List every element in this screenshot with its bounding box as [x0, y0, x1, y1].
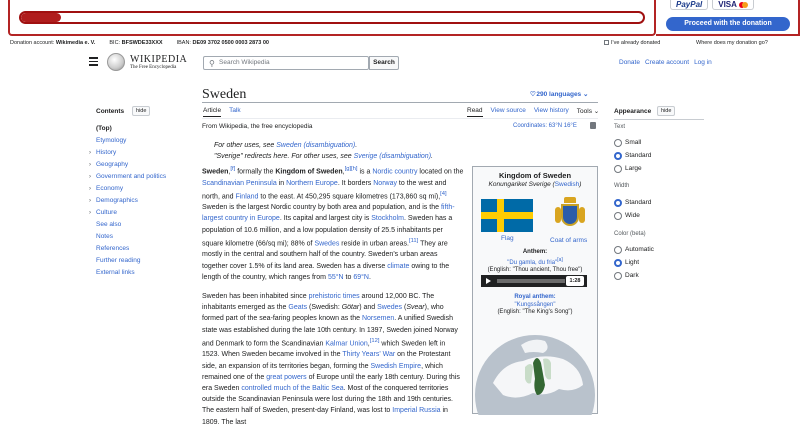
create-account-link[interactable]: Create account [644, 59, 690, 66]
proceed-donation-button[interactable]: Proceed with the donation [666, 17, 790, 31]
hatnote: For other uses, see Sweden (disambiguation). "Sverige" redirects here. For other uses, see Sverige (disambiguation). [214, 142, 433, 160]
chevron-right-icon[interactable]: › [89, 150, 91, 156]
toc-item-label: Demographics [96, 197, 138, 204]
donation-actions [656, 0, 800, 36]
text-standard-radio[interactable]: Standard [614, 152, 651, 160]
width-wide-radio[interactable]: Wide [614, 212, 640, 220]
chevron-right-icon[interactable]: › [89, 210, 91, 216]
donation-progress-box [8, 0, 656, 36]
color-label: Color (beta) [614, 231, 646, 237]
coat-of-arms-link[interactable]: Coat of arms [550, 237, 588, 244]
view-tabs [467, 107, 599, 117]
tab-article[interactable]: Article [203, 107, 221, 117]
toc-item[interactable] [90, 219, 166, 231]
visa-option[interactable]: VISA [712, 0, 754, 10]
where-donation-goes-link[interactable]: Where does my donation go? [696, 40, 768, 46]
donation-progress-bar [19, 11, 645, 24]
color-light-radio[interactable]: Light [614, 259, 639, 267]
bank-details: Donation account: Wikimedia e. V. BIC: BFSWDE33XXX IBAN: DE09 3702 0500 0003 2873 00 [10, 40, 269, 46]
infobox-native-name: Konungariket Sverige (Swedish) [488, 181, 582, 188]
toc-item[interactable] [90, 159, 166, 171]
appearance-hide-button[interactable]: hide [657, 106, 675, 116]
swedish-language-link[interactable]: Swedish [554, 181, 580, 188]
play-icon[interactable] [486, 278, 491, 284]
appearance-title: Appearance [614, 108, 652, 115]
chevron-right-icon[interactable]: › [89, 162, 91, 168]
table-of-contents [90, 123, 166, 279]
chevron-right-icon[interactable]: › [89, 186, 91, 192]
coordinates[interactable]: Coordinates: 63°N 16°E [513, 123, 577, 129]
tab-view-history[interactable]: View history [533, 107, 569, 114]
royal-anthem-label-link[interactable]: Royal anthem: [514, 294, 556, 300]
search-button[interactable]: Search [369, 56, 399, 70]
text-large-radio[interactable]: Large [614, 165, 642, 173]
site-sub: From Wikipedia, the free encyclopedia [202, 123, 313, 130]
audio-player[interactable] [481, 275, 587, 287]
logo-wordmark[interactable]: WIKIPEDIA [130, 54, 188, 65]
text-size-label: Text [614, 124, 626, 130]
color-dark-radio[interactable]: Dark [614, 272, 639, 280]
tab-read[interactable]: Read [467, 107, 483, 117]
toc-item[interactable] [90, 147, 166, 159]
main-menu-icon[interactable] [89, 57, 98, 68]
toc-item[interactable] [90, 255, 166, 267]
audio-duration: 1:28 [566, 276, 584, 286]
color-automatic-radio[interactable]: Automatic [614, 246, 654, 254]
width-label: Width [614, 183, 630, 189]
flag-image[interactable] [481, 199, 533, 232]
toc-hide-button[interactable]: hide [132, 106, 150, 116]
lead-paragraph: Sweden,[f] formally the Kingdom of Sweden,[g][h] is a Nordic country located on the Scandinavian Peninsula in Northern Europe. It borders Norway to the west and north, and Finland to the east. At 450,295 square kilometres (173,860 sq mi),[4] Sweden is the largest Nordic country by both area and population, and is the fifth-largest country in Europe. Its capital and largest city is Stockholm. Sweden has a population of 10.6 million, and a low population density of 25.5 inhabitants per square kilometre (66/sq mi); 88% of Swedes reside in urban areas.[11] They are mostly in the central and southern half of the country. Sweden's urban areas together cover 1.5% of its land area. Sweden has a diverse climate owing to the length of the country, which ranges from 55°N to 69°N. [202, 166, 464, 281]
donate-link[interactable]: Donate [619, 59, 640, 66]
disambiguation-link[interactable]: Sweden (disambiguation) [276, 142, 356, 149]
tab-view-source[interactable]: View source [490, 107, 526, 114]
flag-link[interactable]: Flag [501, 235, 514, 242]
donation-banner [0, 0, 800, 48]
toc-item[interactable] [90, 171, 166, 183]
already-donated-checkbox[interactable]: I've already donated [604, 40, 660, 46]
toc-item-label: History [96, 149, 117, 156]
toc-item-label: Economy [96, 185, 124, 192]
toc-item-label: Notes [96, 233, 113, 240]
wikipedia-logo-icon[interactable] [107, 53, 125, 71]
toc-title: Contents [96, 108, 125, 115]
toc-item[interactable] [90, 243, 166, 255]
toc-item-label: Further reading [96, 257, 141, 264]
toc-item[interactable] [90, 123, 166, 135]
toc-item[interactable] [90, 195, 166, 207]
personal-tools [619, 59, 712, 66]
search-icon: ⚲ [209, 59, 215, 68]
toc-item-label: Geography [96, 161, 129, 168]
toc-item-label: Etymology [96, 137, 127, 144]
anthem-info: Anthem: "Du gamla, du fria"[a] (English: "Thou ancient, Thou free") [487, 249, 583, 273]
namespace-tabs [203, 107, 241, 117]
toc-item-label: Government and politics [96, 173, 167, 180]
tools-menu[interactable]: Tools ⌄ [576, 108, 600, 115]
history-paragraph: Sweden has been inhabited since prehistoric times around 12,000 BC. The inhabitants emerged as the Geats (Swedish: Götar) and Swedes (Svear), who formed part of the sea-faring peoples known as the Norsemen. A unified Swedish state was established during the late 10th century. In 1397, Sweden joined Norway and Denmark to form the Scandinavian Kalmar Union,[12] which Sweden left in 1523. When Sweden became involved in the Thirty Years' War on the Protestant side, an expansion of its territories began, forming the Swedish Empire, which remained one of the great powers of Europe until the early 18th century. During this era Sweden controlled much of the Baltic Sea. Most of the conquered territories outside the Scandinavian Peninsula were lost during the 18th and 19th centuries. The eastern half of Sweden, present-day Finland, was lost to Imperial Russia in 1809. The last [202, 293, 460, 426]
text-small-radio[interactable]: Small [614, 139, 641, 147]
toc-item[interactable] [90, 267, 166, 279]
donation-progress-fill [21, 13, 61, 22]
toc-item[interactable] [90, 231, 166, 243]
login-link[interactable]: Log in [694, 59, 712, 66]
paypal-option[interactable]: PayPal [670, 0, 708, 10]
lock-icon [590, 122, 596, 129]
toc-item-label: (Top) [96, 125, 112, 132]
anthem-link[interactable]: "Du gamla, du fria" [507, 259, 558, 266]
chevron-right-icon[interactable]: › [89, 198, 91, 204]
language-button[interactable]: ♡ 290 languages ⌄ [530, 91, 589, 98]
page-title: Sweden [202, 87, 247, 102]
toc-item[interactable] [90, 135, 166, 147]
toc-item-label: See also [96, 221, 122, 228]
toc-item-label: External links [96, 269, 135, 276]
royal-anthem-info: Royal anthem: "Kungssången" (English: "The King's Song") [497, 294, 573, 315]
royal-anthem-link[interactable]: "Kungssången" [514, 301, 556, 308]
width-standard-radio[interactable]: Standard [614, 199, 651, 207]
search-input[interactable]: ⚲ Search Wikipedia [203, 56, 369, 70]
infobox [472, 166, 598, 414]
toc-item-label: References [96, 245, 130, 252]
coat-of-arms-image[interactable] [555, 197, 585, 233]
location-map[interactable] [473, 323, 597, 415]
tab-talk[interactable]: Talk [229, 107, 241, 114]
toc-item[interactable] [90, 207, 166, 219]
audio-progress[interactable] [497, 279, 565, 283]
toc-item-label: Culture [96, 209, 117, 216]
toc-item[interactable] [90, 183, 166, 195]
logo-tagline: The Free Encyclopedia [130, 65, 177, 70]
sverige-disambiguation-link[interactable]: Sverige (disambiguation) [353, 153, 432, 160]
infobox-title: Kingdom of Sweden [498, 171, 572, 180]
chevron-right-icon[interactable]: › [89, 174, 91, 180]
